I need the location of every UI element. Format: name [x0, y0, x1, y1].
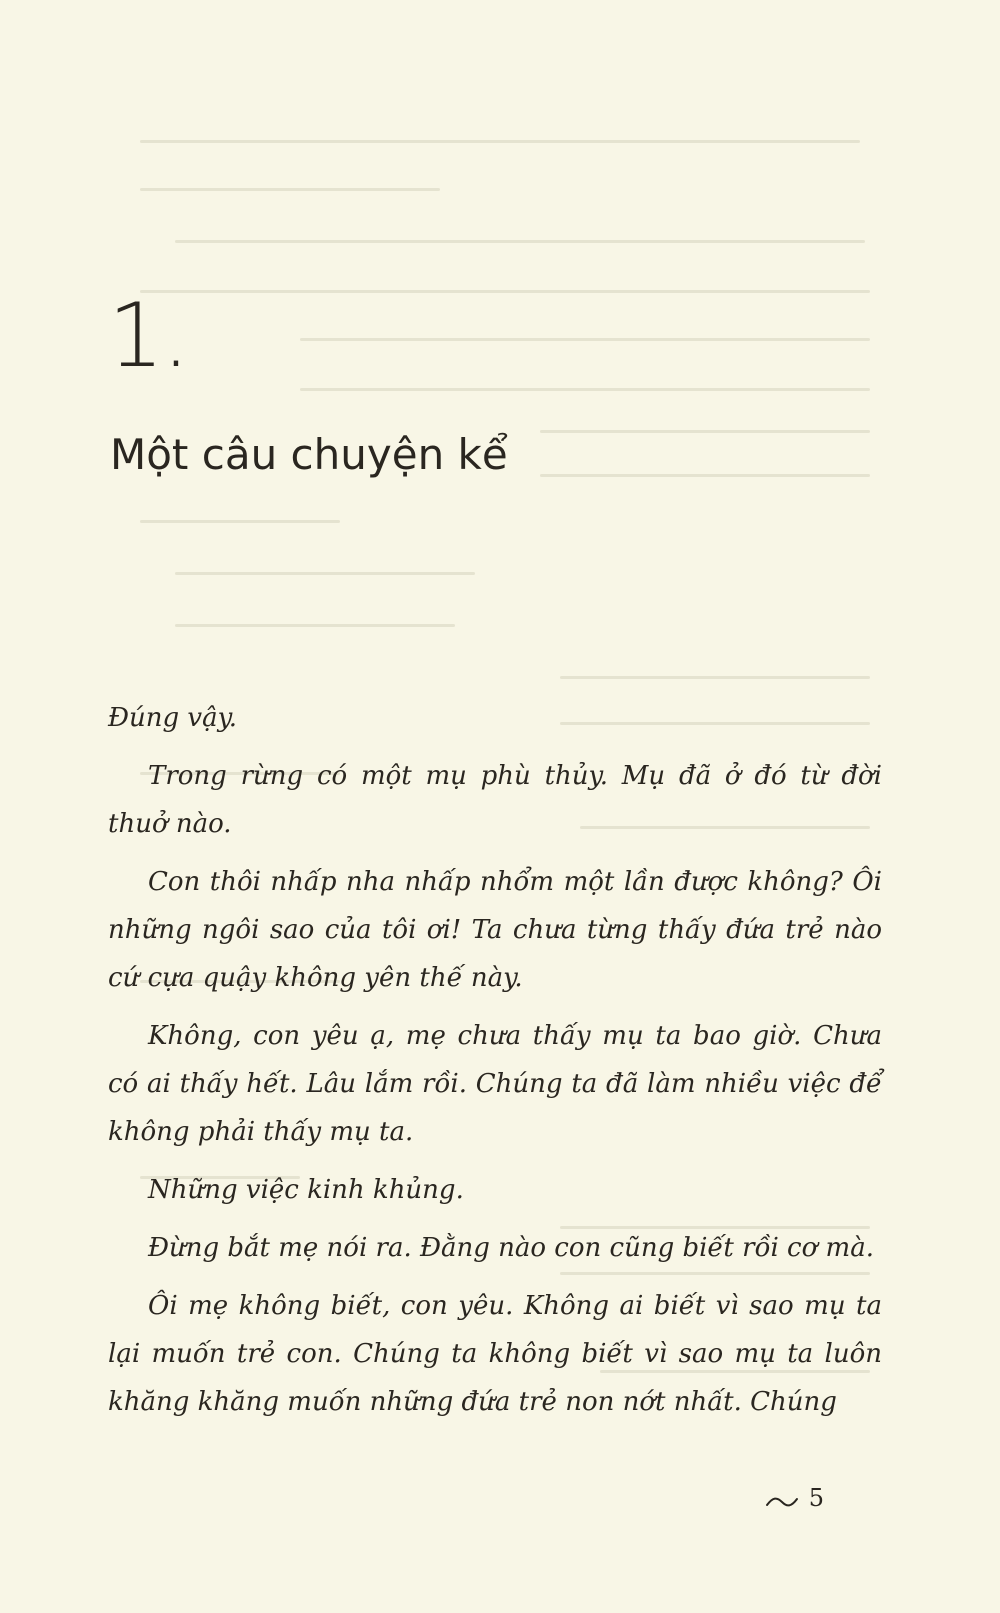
paragraph: Ôi mẹ không biết, con yêu. Không ai biết vì sao mụ ta lại muốn trẻ con. Chúng ta không biết vì sao mụ ta luôn khăng khăng muốn những đứa trẻ non nớt nhất. Chúng	[108, 1291, 882, 1417]
paragraph: Trong rừng có một mụ phù thủy. Mụ đã ở đó từ đời thuở nào.	[108, 761, 882, 839]
chapter-title: Một câu chuyện kể	[110, 430, 508, 479]
page-footer	[765, 1484, 824, 1512]
tilde-ornament-icon	[765, 1489, 799, 1507]
page-number: 5	[808, 1484, 824, 1512]
paragraph: Không, con yêu ạ, mẹ chưa thấy mụ ta bao giờ. Chưa có ai thấy hết. Lâu lắm rồi. Chúng ta đã làm nhiều việc để không phải thấy mụ ta.	[108, 1021, 882, 1147]
paragraph: Con thôi nhấp nha nhấp nhổm một lần được không? Ôi những ngôi sao của tôi ơi! Ta chưa từng thấy đứa trẻ nào cứ cựa quậy không yên thế này.	[108, 867, 882, 993]
paragraph: Đừng bắt mẹ nói ra. Đằng nào con cũng biết rồi cơ mà.	[148, 1233, 874, 1263]
chapter-body	[108, 694, 882, 1436]
paragraph: Đúng vậy.	[108, 703, 238, 733]
chapter-number: 1.	[108, 284, 188, 387]
paragraph: Những việc kinh khủng.	[148, 1175, 464, 1205]
